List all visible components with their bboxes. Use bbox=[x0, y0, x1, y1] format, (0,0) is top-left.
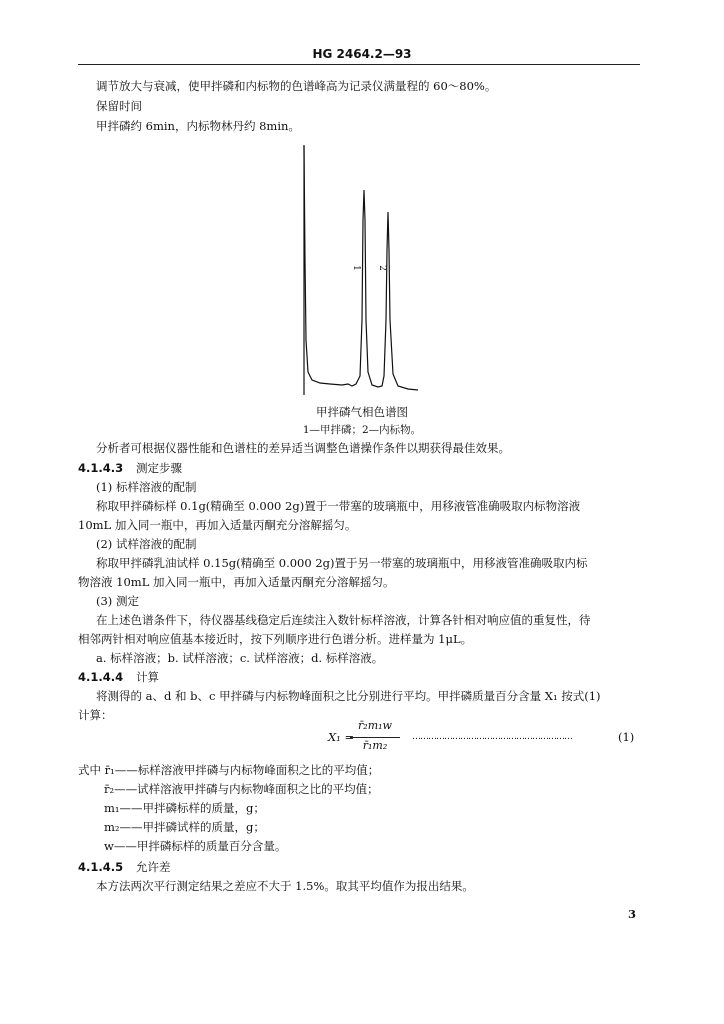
section-number: 4.1.4.4 bbox=[78, 670, 124, 684]
where-line: 式中 r̄₁——标样溶液甲拌磷与内标物峰面积之比的平均值； bbox=[78, 763, 380, 777]
paragraph-line: (2) 试样溶液的配制 bbox=[96, 537, 197, 551]
peak-label-1: 1 bbox=[351, 265, 361, 271]
formula-numerator: r̄₂m₁w bbox=[358, 719, 392, 732]
figure-caption: 甲拌磷气相色谱图 bbox=[316, 405, 408, 419]
paragraph-line: 在上述色谱条件下，待仪器基线稳定后连续注入数针标样溶液，计算各针相对响应值的重复性，待 bbox=[96, 613, 591, 627]
page-number: 3 bbox=[627, 907, 636, 921]
paragraph-line: 调节放大与衰减，使甲拌磷和内标物的色谱峰高为记录仪满量程的 60～80%。 bbox=[96, 79, 497, 93]
section-title: 测定步骤 bbox=[136, 461, 182, 475]
paragraph-line: 计算： bbox=[78, 708, 113, 722]
paragraph-line: (3) 测定 bbox=[96, 594, 139, 608]
document-header: HG 2464.2—93 bbox=[312, 47, 412, 61]
where-line: m₂——甲拌磷试样的质量，g； bbox=[104, 820, 265, 834]
paragraph-line: 保留时间 bbox=[96, 99, 142, 113]
paragraph-line: 物溶液 10mL 加入同一瓶中，再加入适量丙酮充分溶解摇匀。 bbox=[78, 575, 395, 589]
where-line: w——甲拌磷标样的质量百分含量。 bbox=[104, 839, 287, 853]
fraction-bar bbox=[350, 737, 400, 738]
paragraph-line: 相邻两针相对响应值基本接近时，按下列顺序进行色谱分析。进样量为 1μL。 bbox=[78, 632, 473, 646]
paragraph-line: 称取甲拌磷标样 0.1g(精确至 0.000 2g)置于一带塞的玻璃瓶中，用移液管准确吸取内标物溶液 bbox=[96, 499, 581, 513]
formula-lhs: X₁ = bbox=[328, 730, 355, 744]
section-title: 允许差 bbox=[136, 860, 171, 874]
peak-label-2: 2 bbox=[377, 265, 387, 271]
where-line: r̄₂——试样溶液甲拌磷与内标物峰面积之比的平均值； bbox=[104, 782, 379, 796]
section-title: 计算 bbox=[136, 670, 159, 684]
paragraph-line: 10mL 加入同一瓶中，再加入适量丙酮充分溶解摇匀。 bbox=[78, 518, 357, 532]
paragraph-line: 称取甲拌磷乳油试样 0.15g(精确至 0.000 2g)置于另一带塞的玻璃瓶中，用移液管准确吸取内标 bbox=[96, 556, 588, 570]
paragraph-line: 分析者可根据仪器性能和色谱柱的差异适当调整色谱操作条件以期获得最佳效果。 bbox=[96, 441, 510, 455]
paragraph-line: 将测得的 a、d 和 b、c 甲拌磷与内标物峰面积之比分别进行平均。甲拌磷质量百分含量 X₁ 按式(1) bbox=[96, 689, 601, 703]
figure-legend: 1—甲拌磷；2—内标物。 bbox=[302, 424, 422, 436]
paragraph-line: (1) 标样溶液的配制 bbox=[96, 480, 197, 494]
section-number: 4.1.4.5 bbox=[78, 860, 124, 874]
where-line: m₁——甲拌磷标样的质量，g； bbox=[104, 801, 265, 815]
header-rule bbox=[78, 64, 640, 65]
section-number: 4.1.4.3 bbox=[78, 461, 124, 475]
paragraph-line: 甲拌磷约 6min，内标物林丹约 8min。 bbox=[96, 119, 300, 133]
chromatogram-figure bbox=[290, 140, 430, 400]
paragraph-line: 本方法两次平行测定结果之差应不大于 1.5%。取其平均值作为报出结果。 bbox=[96, 879, 474, 893]
paragraph-line: a. 标样溶液；b. 试样溶液；c. 试样溶液；d. 标样溶液。 bbox=[96, 651, 384, 665]
formula-denominator: r̄₁m₂ bbox=[362, 739, 388, 752]
formula-number: (1) bbox=[618, 730, 635, 744]
formula-leader-dots: …………………………………………………… bbox=[412, 732, 572, 742]
